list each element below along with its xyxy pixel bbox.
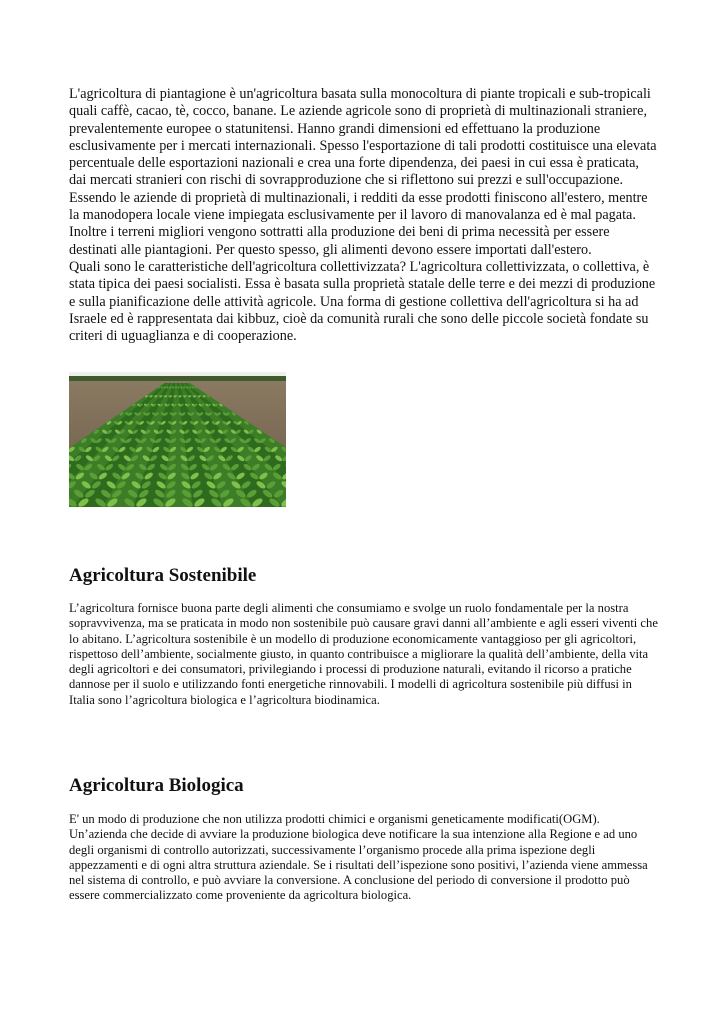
plantation-paragraph: L'agricoltura di piantagione è un'agricoltura basata sulla monocoltura di piante tropicali e sub-tropicali quali caffè, cacao, tè, cocco, banane. Le aziende agricole sono di proprietà di multinazionali straniere, prevalentemente europee o statunitensi. Hanno grandi dimensioni ed effettuano la produzione esclusivamente per i mercati internazionali. Spesso l'esportazione di tali prodotti costituisce una elevata percentuale delle esportazioni nazionali e crea una forte dipendenza, dei paesi in cui essa è praticata, dai mercati stranieri con rischi di sovrapproduzione che si riflettono sui prezzi e sull'occupazione. Essendo le aziende di proprietà di multinazionali, i redditi da esse prodotti finiscono all'estero, mentre la manodopera locale viene impiegata esclusivamente per il lavoro di manovalanza ed è mal pagata. Inoltre i terreni migliori vengono sottratti alla produzione dei beni di prima necessità per essere destinati alle piantagioni. Per questo spesso, gli alimenti devono essere importati dall'estero. — [69, 86, 657, 258]
heading-agricoltura-sostenibile: Agricoltura Sostenibile — [69, 565, 257, 586]
biologica-paragraph: E' un modo di produzione che non utilizza prodotti chimici e organismi geneticamente modificati(OGM). Un’azienda che decide di avviare la produzione biologica deve notificare la sua intenzione alla Regione e ad uno degli organismi di controllo autorizzati, successivamente l’organismo procede alla prima ispezione degli appezzamenti e di ogni altra struttura aziendale. Se i risultati dell’ispezione sono positivi, l’azienda viene ammessa nel sistema di controllo, e può avviare la conversione. A conclusione del periodo di conversione il prodotto può essere commercializzato come proveniente da agricoltura biologica. — [69, 812, 648, 903]
heading-agricoltura-biologica: Agricoltura Biologica — [69, 775, 244, 796]
sostenibile-paragraph: L’agricoltura fornisce buona parte degli alimenti che consumiamo e svolge un ruolo fondamentale per la nostra sopravvivenza, ma se praticata in modo non sostenibile può causare gravi danni all’ambiente e agli esseri viventi che lo abitano. L’agricoltura sostenibile è un modello di produzione economicamente vantaggioso per gli agricoltori, rispettoso dell’ambiente, socialmente giusto, in quanto contribuisce a migliorare la qualità dell’ambiente, della vita degli agricoltori e dei consumatori, privilegiando i processi di produzione naturali, evitando il ricorso a pratiche dannose per il suolo e utilizzando fonti energetiche rinnovabili. I modelli di agricoltura sostenibile più diffusi in Italia sono l’agricoltura biologica e l’agricoltura biodinamica. — [69, 601, 658, 707]
intro-text-block — [69, 86, 659, 345]
crop-field-photo — [69, 372, 286, 507]
collective-agriculture-paragraph: Quali sono le caratteristiche dell'agricoltura collettivizzata? L'agricoltura collettivizzata, o collettiva, è stata tipica dei paesi socialisti. Essa è basata sulla proprietà statale delle terre e dei mezzi di produzione e sulla pianificazione delle attività agricole. Una forma di gestione collettiva dell'agricoltura si ha ad Israele ed è rappresentata dai kibbuz, cioè da comunità rurali che sono delle piccole società fondate su criteri di uguaglianza e di cooperazione. — [69, 258, 656, 345]
